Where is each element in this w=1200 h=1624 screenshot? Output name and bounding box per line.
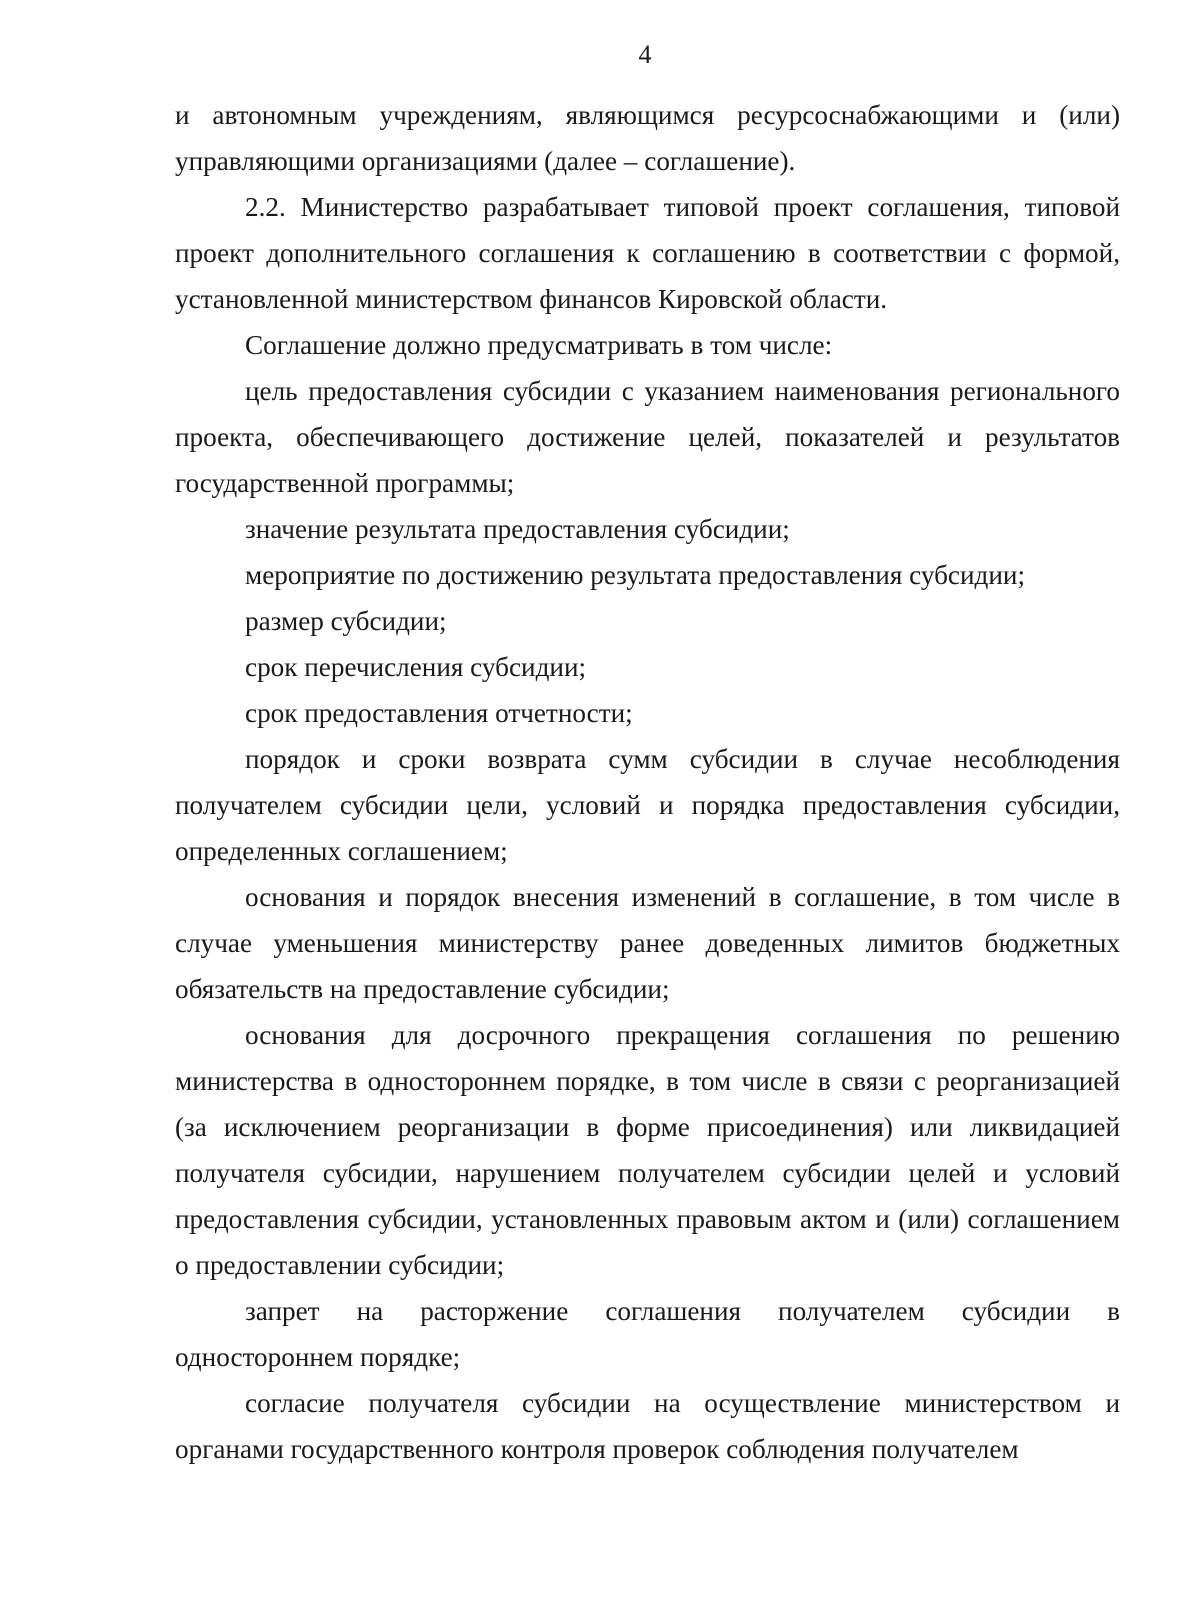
paragraph: запрет на расторжение соглашения получателем субсидии в одностороннем порядке; [175,1296,1120,1372]
paragraph: мероприятие по достижению результата предоставления субсидии; [245,560,1026,590]
paragraph: основания для досрочного прекращения соглашения по решению министерства в одностороннем порядке, в том числе в связи с реорганизацией (за исключением реорганизации в форме присоединения) или ликвидацией получателя субсидии, нарушением получателем субсидии целей и условий предоставления субсидии, установленных правовым актом и (или) соглашением о предоставлении субсидии; [175,1020,1120,1280]
paragraph: и автономным учреждениям, являющимся ресурсоснабжающими и (или) управляющими организациями (далее – соглашение). [175,100,1120,176]
paragraph: Соглашение должно предусматривать в том числе: [245,330,833,360]
paragraph: основания и порядок внесения изменений в соглашение, в том числе в случае уменьшения министерству ранее доведенных лимитов бюджетных обязательств на предоставление субсидии; [175,882,1120,1004]
paragraph: срок предоставления отчетности; [245,698,633,728]
page-number: 4 [638,40,652,69]
paragraph: 2.2. Министерство разрабатывает типовой проект соглашения, типовой проект дополнительного соглашения к соглашению в соответствии с формой, установленной министерством финансов Кировской области. [175,192,1120,314]
document-body [175,92,1120,1472]
paragraph: срок перечисления субсидии; [245,652,587,682]
paragraph: цель предоставления субсидии с указанием наименования регионального проекта, обеспечивающего достижение целей, показателей и результатов государственной программы; [175,376,1120,498]
paragraph: значение результата предоставления субсидии; [245,514,790,544]
paragraph: размер субсидии; [245,606,447,636]
paragraph: порядок и сроки возврата сумм субсидии в случае несоблюдения получателем субсидии цели, условий и порядка предоставления субсидии, определенных соглашением; [175,744,1120,866]
paragraph: согласие получателя субсидии на осуществление министерством и органами государственного контроля проверок соблюдения получателем [175,1388,1120,1464]
